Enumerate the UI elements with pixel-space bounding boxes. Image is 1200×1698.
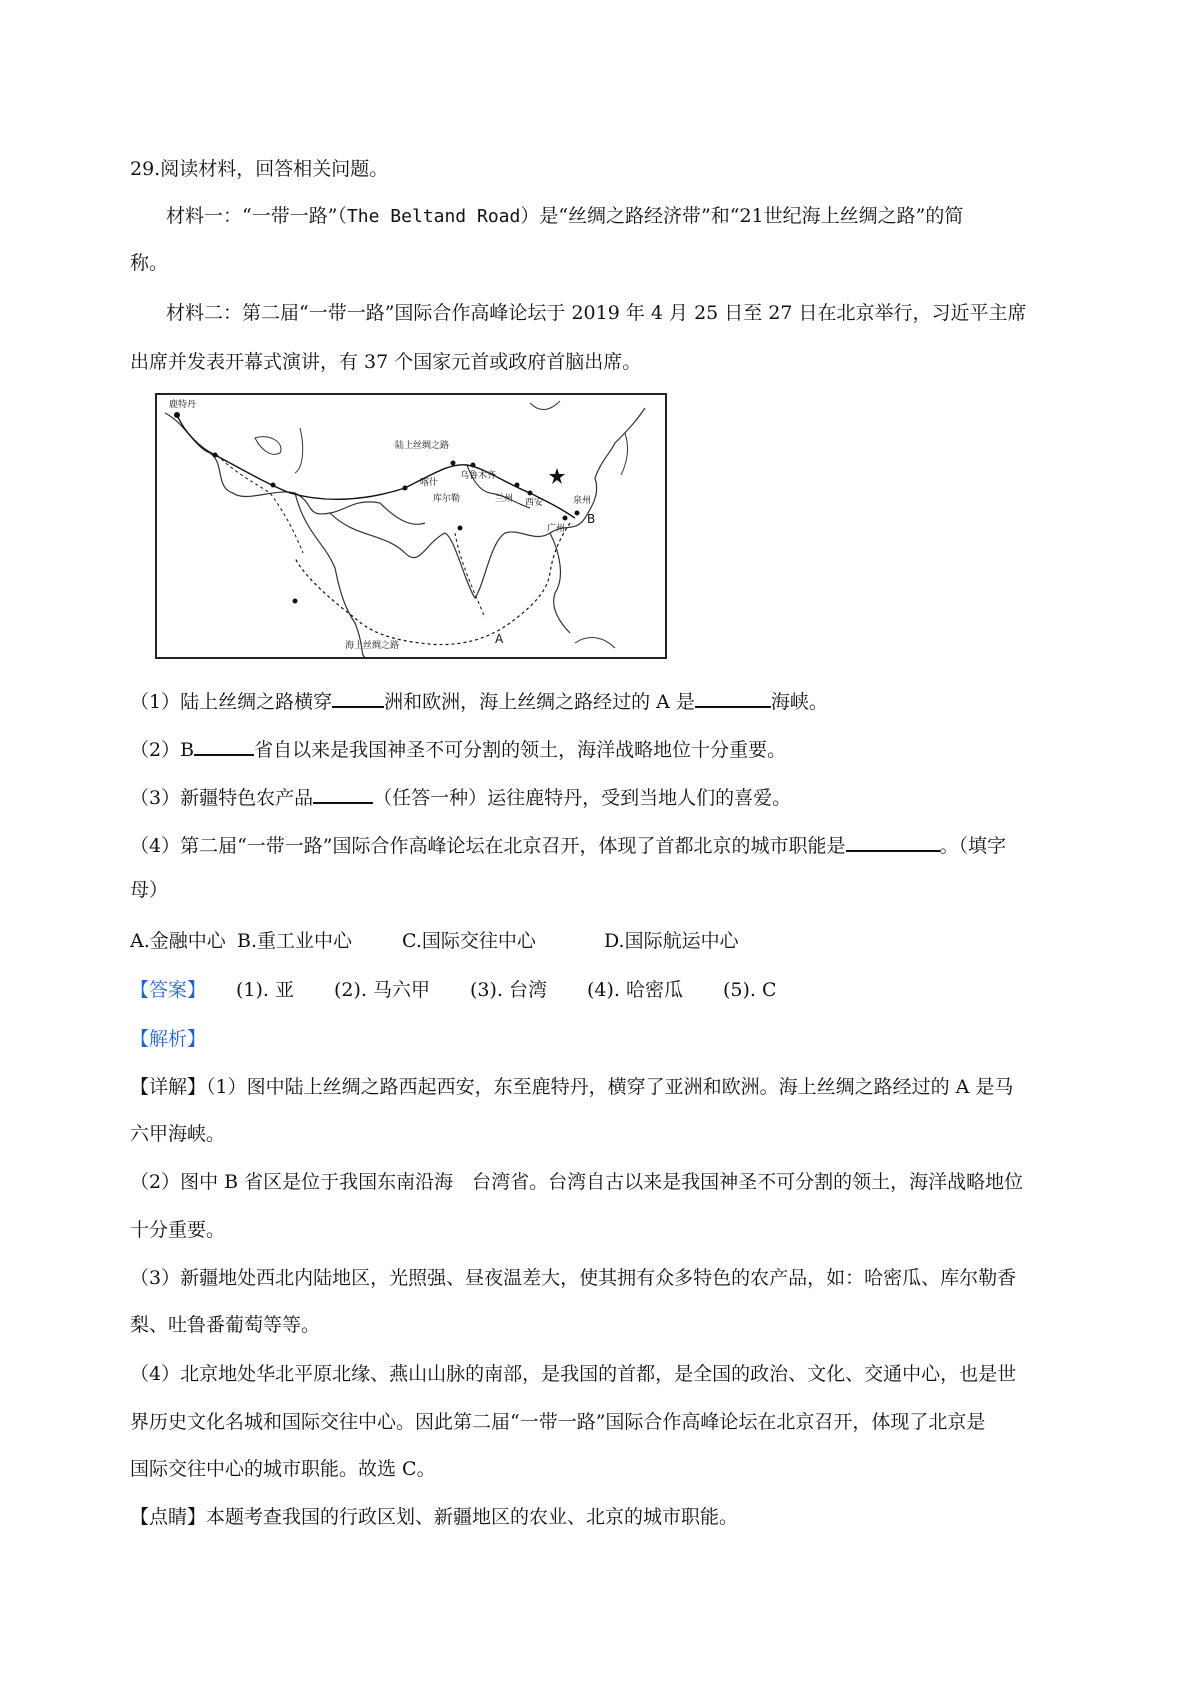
city-dot-kashgar <box>403 486 408 491</box>
answer-item-3: (3). 台湾 <box>470 979 547 1001</box>
sub-question-3 <box>130 784 791 810</box>
city-dot-rotterdam <box>174 412 180 418</box>
material-one-text-a: 材料一：“一带一路”（ <box>166 205 347 227</box>
q4-text-b: 。（填字 <box>939 835 1007 857</box>
q2-text-b: 省自以来是我国神圣不可分割的领土，海洋战略地位十分重要。 <box>254 739 787 761</box>
answer-item-4: (4). 哈密瓜 <box>587 979 683 1001</box>
answer-item-2: (2). 马六甲 <box>334 979 430 1001</box>
silk-road-map <box>155 393 667 659</box>
sub-question-4 <box>130 832 1006 858</box>
analysis-label: 【解析】 <box>130 1028 207 1050</box>
map-label-quanzhou: 泉州 <box>573 496 592 506</box>
answer-label: 【答案】 <box>130 979 207 1001</box>
map-label-kashgar: 喀什 <box>420 478 439 488</box>
q2-blank[interactable] <box>194 736 254 756</box>
q2-text-a: （2）B <box>130 739 195 761</box>
sub-question-2 <box>130 736 786 762</box>
map-label-rotterdam: 鹿特丹 <box>169 400 197 410</box>
detail-4-line-3: 国际交往中心的城市职能。故选 C。 <box>130 1458 436 1480</box>
q1-text-b: 洲和欧洲，海上丝绸之路经过的 A 是 <box>384 691 695 713</box>
material-one-english: The Beltand Road <box>346 206 521 227</box>
map-label-korla: 库尔勒 <box>433 494 461 504</box>
point-text: 本题考查我国的行政区划、新疆地区的农业、北京的城市职能。 <box>206 1506 739 1528</box>
q4-text-a: （4）第二届“一带一路”国际合作高峰论坛在北京召开，体现了首都北京的城市职能是 <box>130 835 846 857</box>
q3-text-a: （3）新疆特色农产品 <box>130 787 314 809</box>
detail-2-line-2: 十分重要。 <box>130 1219 226 1241</box>
material-one-line-2: 称。 <box>130 252 169 274</box>
detail-4-line-2: 界历史文化名城和国际交往中心。因此第二届“一带一路”国际合作高峰论坛在北京召开，体现了北京是 <box>130 1411 986 1433</box>
detail-3-line-1: （3）新疆地处西北内陆地区，光照强、昼夜温差大，使其拥有众多特色的农产品，如：哈密瓜、库尔勒香 <box>130 1267 1017 1289</box>
map-label-b: B <box>587 512 596 526</box>
detail-tag: 【详解】 <box>130 1076 207 1098</box>
city-dot-kolkata <box>458 526 463 531</box>
q4-blank[interactable] <box>846 832 940 852</box>
map-label-guangzhou: 广州 <box>547 524 566 534</box>
q3-text-b: （任答一种）运往鹿特丹，受到当地人们的喜爱。 <box>373 787 792 809</box>
sub-question-1 <box>130 688 828 714</box>
material-one-text-b: ）是“丝绸之路经济带”和“21世纪海上丝绸之路”的简 <box>520 205 964 227</box>
q3-blank[interactable] <box>313 784 373 804</box>
detail-1-text: （1）图中陆上丝绸之路西起西安，东至鹿特丹，横穿了亚洲和欧洲。海上丝绸之路经过的 A 是马 <box>206 1076 1014 1098</box>
city-dot-xian <box>528 491 533 496</box>
map-label-sea-route: 海上丝绸之路 <box>345 641 400 651</box>
city-dot-lanzhou <box>515 483 520 488</box>
map-frame <box>156 394 666 658</box>
map-label-xian: 西安 <box>525 498 544 508</box>
detail-1-line-2: 六甲海峡。 <box>130 1123 226 1145</box>
map-label-land-route: 陆上丝绸之路 <box>395 441 450 451</box>
point-tag: 【点睛】 <box>130 1506 207 1528</box>
q1-blank-1[interactable] <box>332 688 384 708</box>
city-dot-korla <box>451 461 456 466</box>
detail-4-line-1: （4）北京地处华北平原北缘、燕山山脉的南部，是我国的首都，是全国的政治、文化、交通中心，也是世 <box>130 1363 1017 1385</box>
city-dot-istanbul <box>271 483 276 488</box>
city-dot-venice <box>213 453 218 458</box>
option-d[interactable]: D.国际航运中心 <box>604 930 739 952</box>
map-label-lanzhou: 兰州 <box>495 494 514 504</box>
city-dot-urumqi <box>471 463 476 468</box>
map-label-urumqi: 乌鲁木齐 <box>460 471 497 481</box>
option-c[interactable]: C.国际交往中心 <box>402 930 536 952</box>
q1-text-c: 海峡。 <box>770 691 828 713</box>
sub-question-4-cont: 母） <box>130 879 169 901</box>
city-dot-quanzhou <box>575 511 580 516</box>
answer-row <box>130 978 817 1002</box>
point-row <box>130 1505 738 1529</box>
detail-3-line-2: 梨、吐鲁番葡萄等等。 <box>130 1314 321 1336</box>
option-a[interactable]: A.金融中心 <box>130 930 226 952</box>
question-title: 29.阅读材料，回答相关问题。 <box>130 158 389 180</box>
detail-1-line-1 <box>130 1075 1013 1099</box>
q1-blank-2[interactable] <box>695 688 771 708</box>
option-b[interactable]: B.重工业中心 <box>237 930 353 952</box>
city-dot-guangzhou <box>563 516 568 521</box>
detail-2-line-1: （2）图中 B 省区是位于我国东南沿海 台湾省。台湾自古以来是我国神圣不可分割的领土，海洋战略地位 <box>130 1171 1024 1193</box>
city-dot-mombasa <box>293 599 298 604</box>
q1-text-a: （1）陆上丝绸之路横穿 <box>130 691 333 713</box>
answer-item-1: (1). 亚 <box>236 979 294 1001</box>
answer-item-5: (5). C <box>723 979 777 1001</box>
map-label-a: A <box>495 632 504 646</box>
material-two-line-2: 出席并发表开幕式演讲，有 37 个国家元首或政府首脑出席。 <box>130 351 642 373</box>
material-one-line-1 <box>166 204 963 229</box>
options-row <box>130 929 739 953</box>
material-two-line-1: 材料二：第二届“一带一路”国际合作高峰论坛于 2019 年 4 月 25 日至 27 日在北京举行，习近平主席 <box>166 302 1027 324</box>
